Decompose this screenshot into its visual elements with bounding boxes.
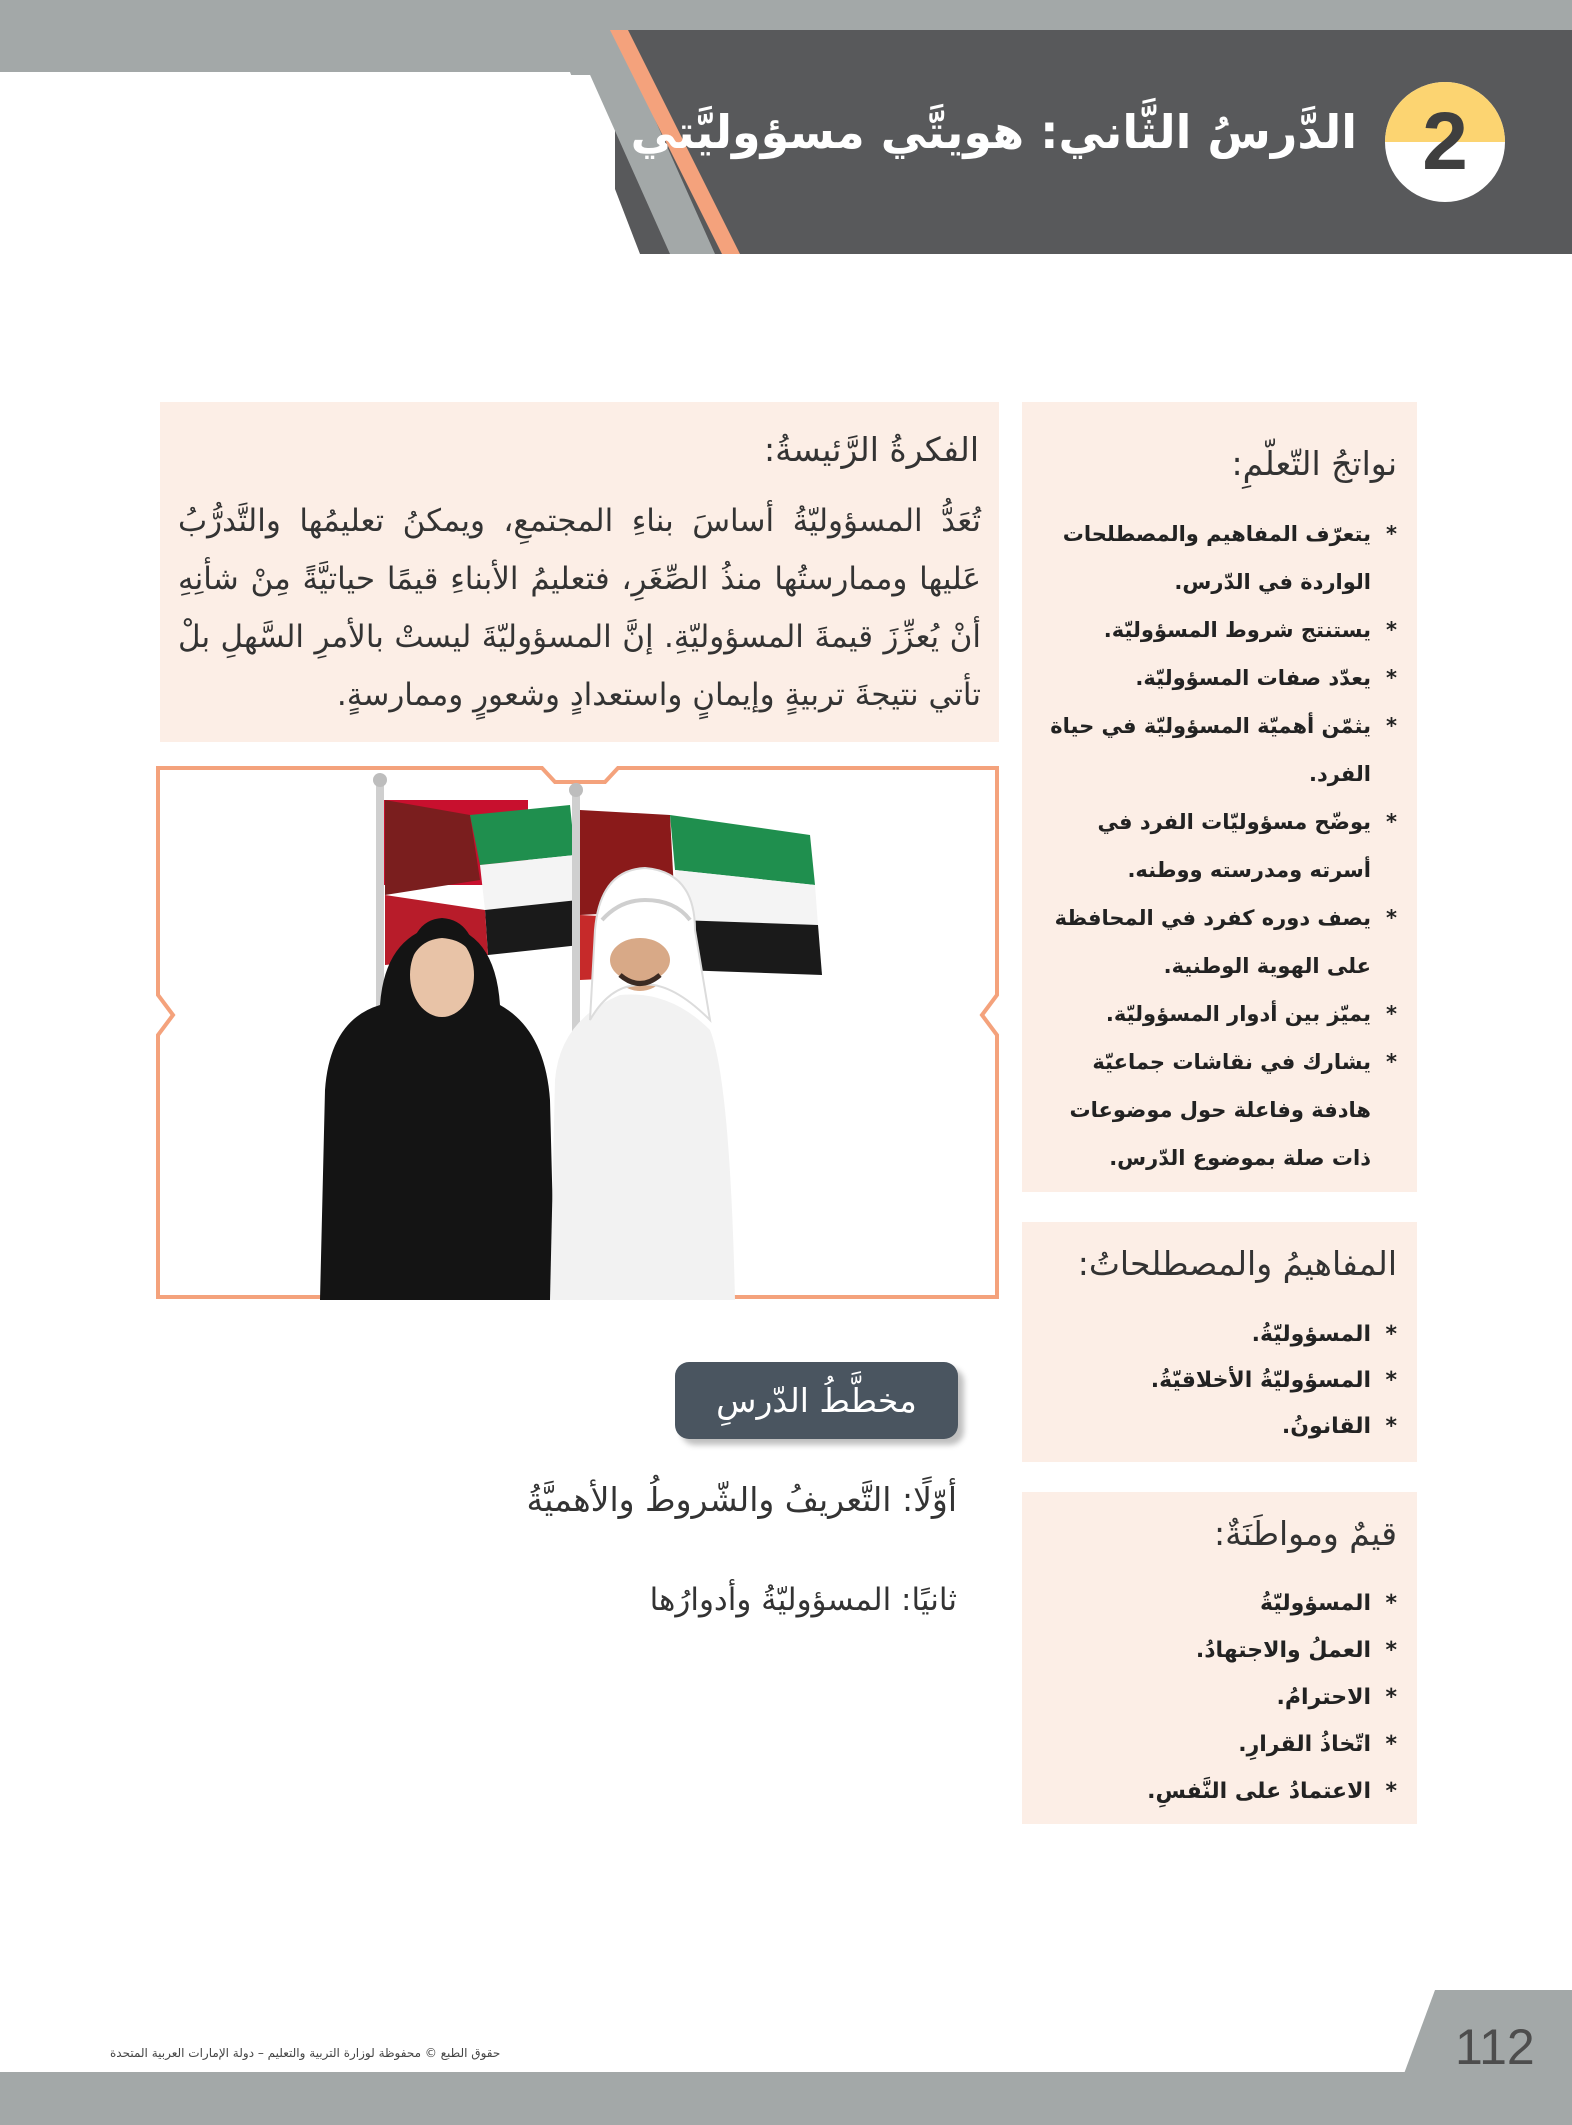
lesson-plan-item-1: أوّلًا: التَّعريفُ والشّروطُ والأهميَّةُ (526, 1480, 957, 1519)
list-item: * يتعرّف المفاهيم والمصطلحات الواردة في الدّرس. (1062, 522, 1397, 594)
concepts-panel (1022, 1222, 1417, 1462)
page-number: 112 (1455, 2019, 1535, 2075)
list-item: * الاعتمادُ على النَّفسِ. (1147, 1779, 1397, 1804)
learning-outcomes-title: نواتجُ التّعلّمِ: (1231, 444, 1397, 483)
copyright-text: حقوق الطبع © محفوظة لوزارة التربية والتعليم – دولة الإمارات العربية المتحدة (110, 2046, 501, 2060)
lesson-plan-badge: مخطَّطُ الدّرسِ (675, 1362, 958, 1439)
list-item: * يثمّن أهميّة المسؤوليّة في حياة الفرد. (1050, 714, 1397, 786)
main-idea-title: الفكرةُ الرَّئيسةُ: (764, 430, 979, 469)
list-item: * العملُ والاجتهادُ. (1195, 1638, 1397, 1663)
main-idea-panel (160, 402, 999, 742)
list-item: * يصف دوره كفرد في المحافظة على الهوية الوطنية. (1054, 906, 1397, 978)
values-title: قيمٌ ومواطَنَةٌ: (1213, 1514, 1397, 1553)
lesson-number: 2 (1422, 96, 1468, 187)
list-item: * اتّخاذُ القرارِ. (1238, 1732, 1397, 1757)
lesson-number-badge (1385, 82, 1505, 202)
list-item: * المسؤوليّةُ الأخلاقيّةُ. (1150, 1368, 1397, 1393)
values-panel (1022, 1492, 1417, 1824)
list-item: * يشارك في نقاشات جماعيّة هادفة وفاعلة حول موضوعات ذات صلة بموضوع الدّرس. (1069, 1050, 1397, 1170)
concepts-list (1042, 1312, 1397, 1450)
learning-outcomes-list (1042, 510, 1397, 1182)
concepts-title: المفاهيمُ والمصطلحاتُ: (1077, 1244, 1397, 1283)
learning-outcomes-panel (1022, 402, 1417, 1192)
list-item: * يستنتج شروط المسؤوليّة. (1103, 618, 1397, 642)
list-item: * يعدّد صفات المسؤوليّة. (1135, 666, 1397, 690)
values-list (1042, 1580, 1397, 1815)
list-item: * المسؤوليّةُ (1260, 1591, 1397, 1616)
list-item: * يميّز بين أدوار المسؤوليّة. (1105, 1002, 1397, 1026)
list-item: * المسؤوليّةُ. (1251, 1322, 1397, 1347)
list-item: * يوضّح مسؤوليّات الفرد في أسرته ومدرسته ووطنه. (1097, 810, 1397, 882)
lesson-title: الدَّرسُ الثَّاني: هويتَّي مسؤوليَّتي (630, 105, 1357, 159)
flag-photo-frame (150, 760, 1005, 1305)
list-item: * القانونُ. (1281, 1414, 1397, 1439)
main-idea-text: تُعَدُّ المسؤوليّةُ أساسَ بناءِ المجتمعِ، ويمكنُ تعليمُها والتَّدرُّبُ عَليها وممارستُها منذُ الصِّغَرِ، فتعليمُ الأبناءِ قيمًا حياتيَّةً مِنْ شأنِهِ أنْ يُعزِّزَ قيمةَ المسؤوليّةِ. إنَّ المسؤوليّةَ ليستْ بالأمرِ السَّهلِ بلْ تأتي نتيجةَ تربيةٍ وإيمانٍ واستعدادٍ وشعورٍ وممارسةٍ. (178, 503, 981, 713)
lesson-plan-item-2: ثانيًا: المسؤوليّةُ وأدوارُها (649, 1582, 957, 1618)
list-item: * الاحترامُ. (1276, 1685, 1397, 1710)
